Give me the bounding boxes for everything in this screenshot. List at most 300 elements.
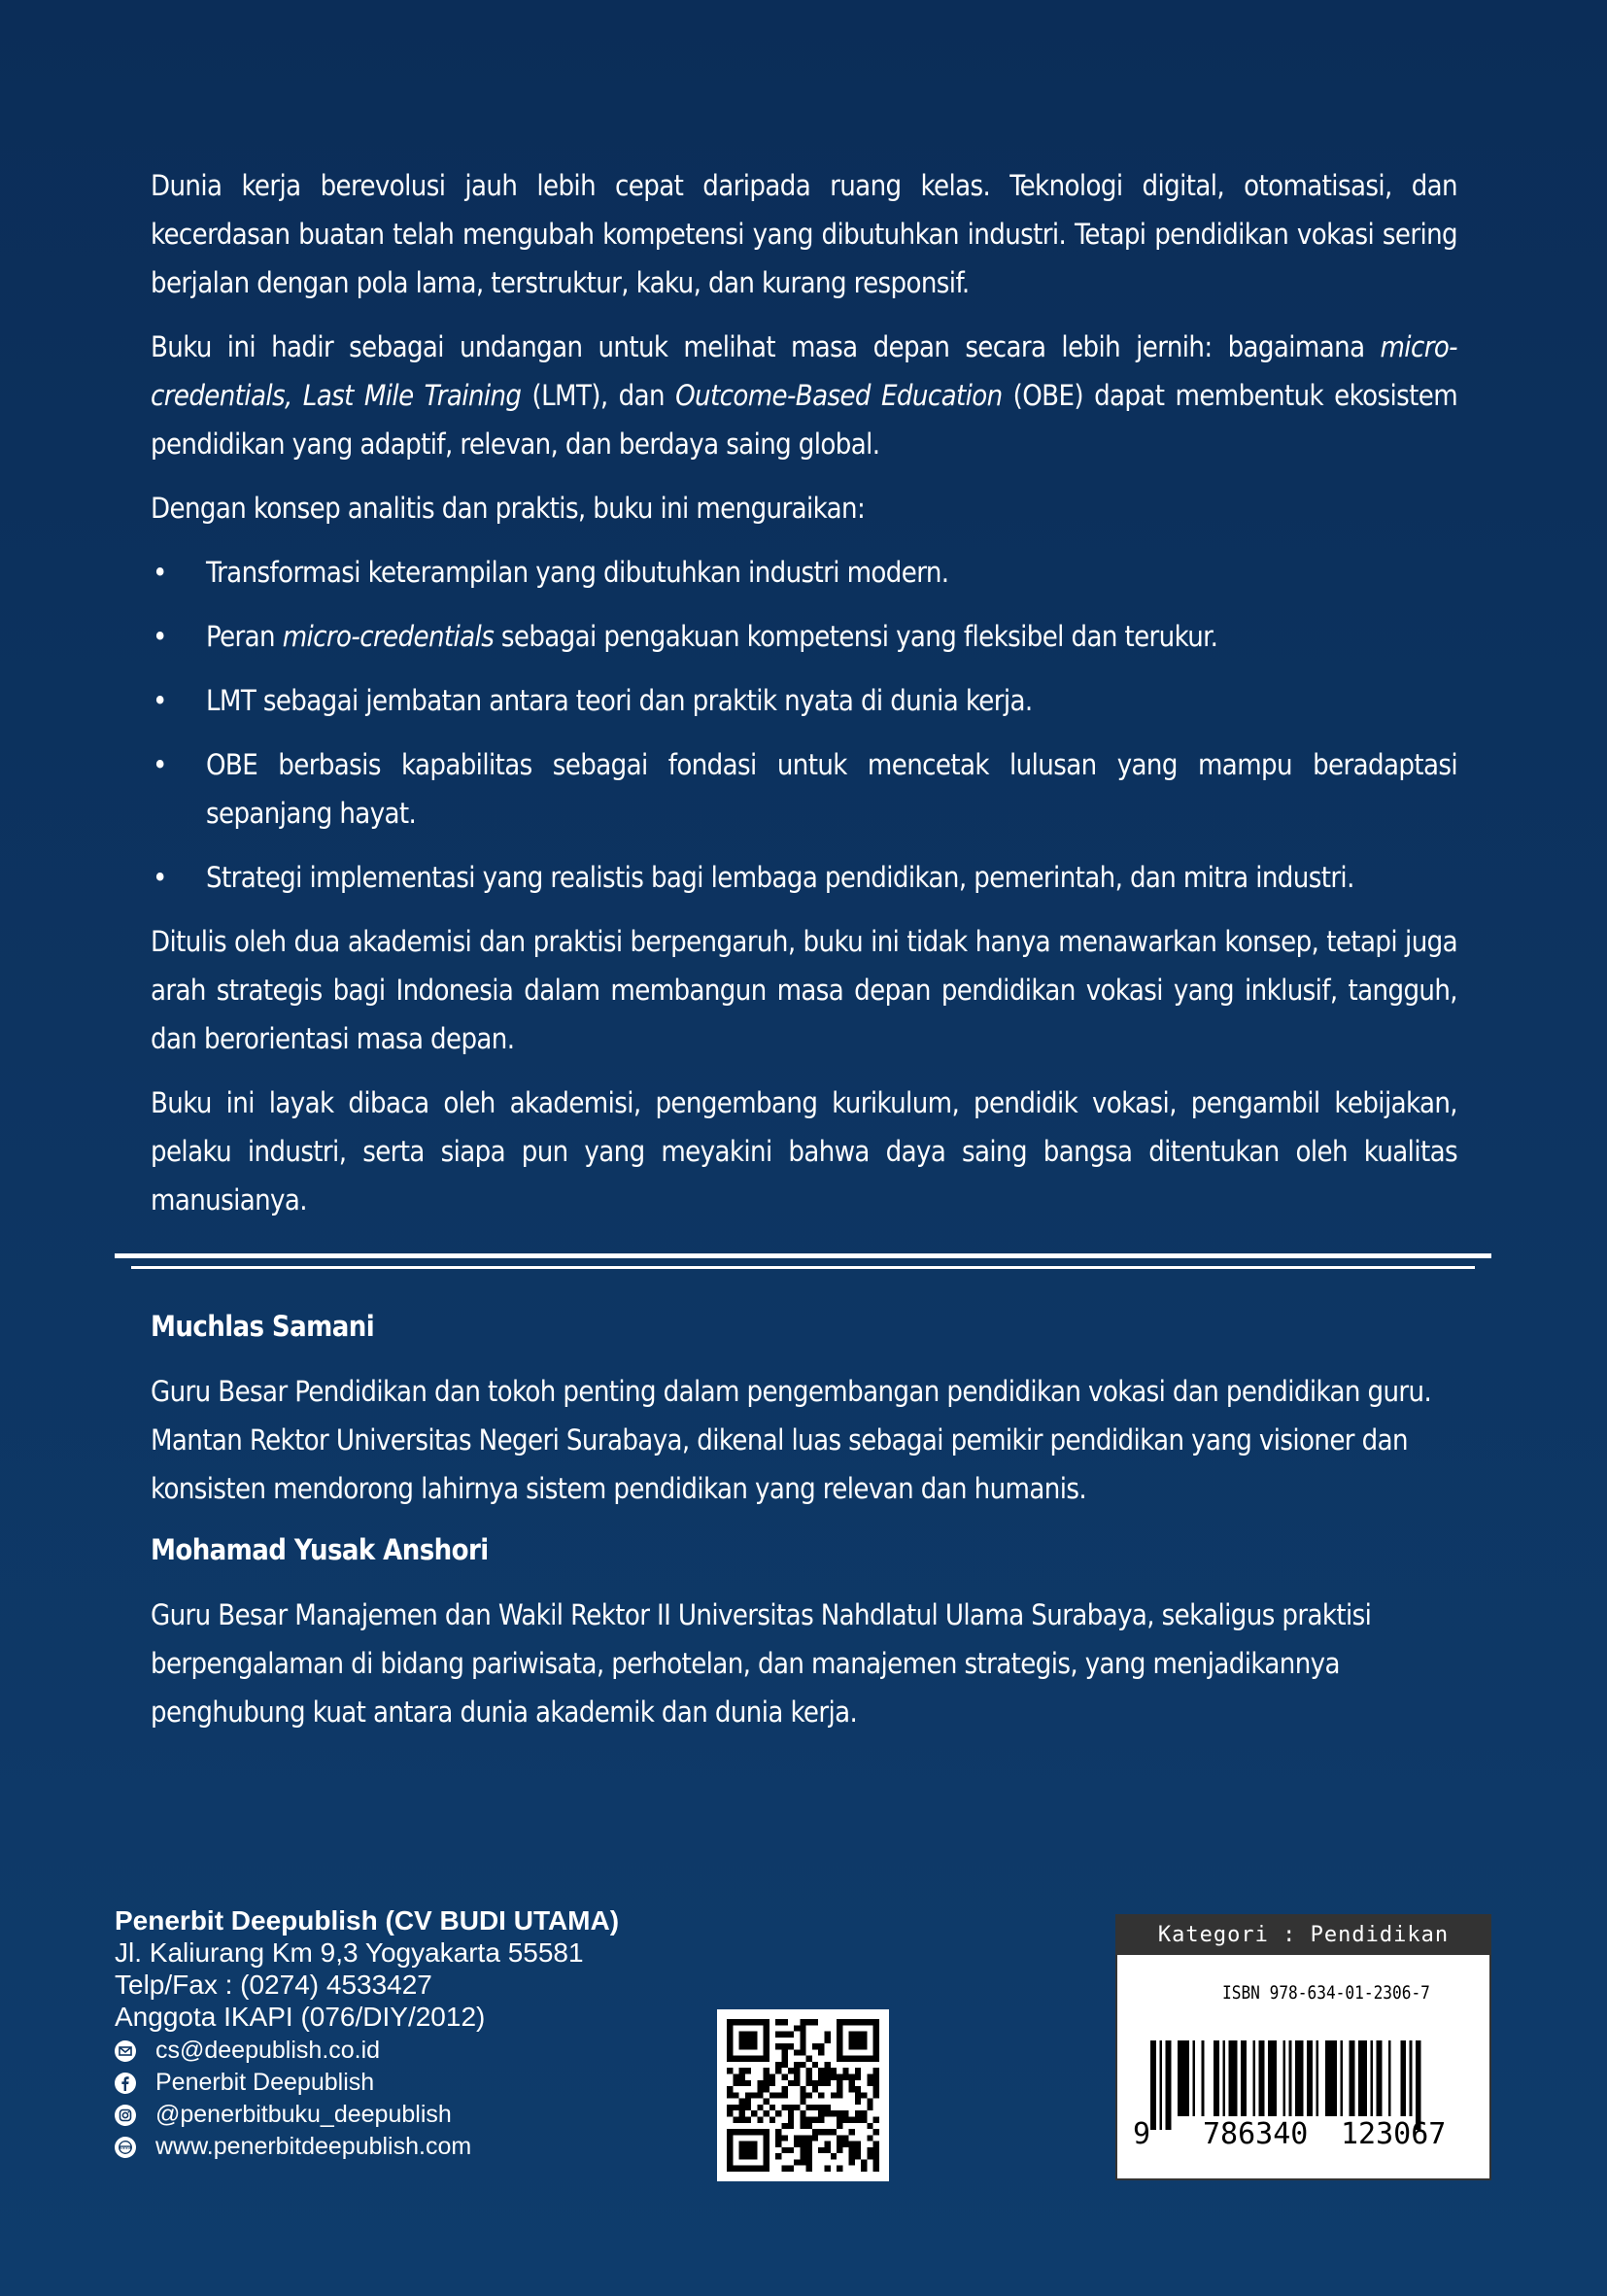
qr-module [782, 2092, 788, 2098]
website-icon [115, 2137, 136, 2158]
qr-module [812, 2135, 818, 2141]
qr-module [824, 2074, 830, 2080]
qr-module [745, 2068, 751, 2073]
qr-module [867, 2135, 872, 2141]
barcode-bar [1358, 2040, 1367, 2116]
qr-module [794, 2025, 800, 2031]
barcode-bar [1325, 2040, 1337, 2116]
qr-module [806, 2019, 812, 2025]
qr-module [739, 2074, 745, 2080]
qr-module [739, 2080, 745, 2086]
qr-module [788, 2068, 794, 2073]
qr-module [782, 2019, 788, 2025]
qr-module [855, 2110, 861, 2116]
qr-module [818, 2068, 824, 2073]
authors-section [151, 1307, 1457, 1754]
qr-module [782, 2056, 788, 2062]
qr-module [739, 2068, 745, 2073]
qr-module [818, 2147, 824, 2153]
qr-module [769, 2080, 775, 2086]
qr-module [855, 2153, 861, 2159]
qr-module [824, 2110, 830, 2116]
barcode-bar [1222, 2040, 1225, 2116]
qr-module [837, 2135, 842, 2141]
qr-module [788, 2123, 794, 2129]
qr-module [824, 2032, 830, 2038]
qr-module [757, 2116, 763, 2122]
qr-module [794, 2159, 800, 2165]
qr-module [849, 2032, 868, 2050]
qr-module [855, 2086, 861, 2092]
qr-module [806, 2166, 812, 2172]
qr-module [812, 2129, 818, 2135]
qr-module [757, 2105, 763, 2110]
qr-module [837, 2123, 842, 2129]
qr-module [775, 2068, 781, 2073]
qr-module [788, 2116, 794, 2122]
qr-module [824, 2105, 830, 2110]
contact-facebook[interactable] [115, 2067, 619, 2099]
instagram-icon [115, 2105, 136, 2126]
qr-module [806, 2074, 812, 2080]
contact-website-text[interactable]: www.penerbitdeepublish.com [155, 2133, 472, 2160]
text-run: (OBE) dapat membentuk ekosistem pendidikan yang adaptif, relevan, dan berdaya saing global. [151, 379, 1458, 461]
contact-website[interactable] [115, 2131, 619, 2163]
qr-module [775, 2062, 781, 2068]
divider-line-top [115, 1253, 1491, 1258]
contact-email-text[interactable]: cs@deepublish.co.id [155, 2037, 381, 2064]
italic-term: Outcome-Based Education [675, 379, 1003, 412]
qr-module [855, 2092, 861, 2098]
qr-module [824, 2068, 830, 2073]
qr-module [837, 2110, 842, 2116]
barcode-digits-right: 123067 [1341, 2117, 1447, 2151]
qr-module [800, 2110, 805, 2116]
qr-module [745, 2080, 751, 2086]
qr-module [824, 2147, 830, 2153]
qr-module [794, 2062, 800, 2068]
email-icon [115, 2040, 136, 2062]
barcode-digits-left: 786340 [1203, 2117, 1309, 2151]
barcode-bar [1241, 2040, 1247, 2116]
barcode-bar [1192, 2040, 1195, 2116]
qr-module [806, 2153, 812, 2159]
qr-module [751, 2110, 757, 2116]
qr-module [745, 2099, 751, 2105]
qr-module [849, 2129, 855, 2135]
barcode-bar [1259, 2040, 1265, 2116]
qr-module [855, 2068, 861, 2073]
qr-module [775, 2153, 781, 2159]
blurb-paragraph-1: Dunia kerja berevolusi jauh lebih cepat daripada ruang kelas. Teknologi digital, otomatisasi, dan kecerdasan buatan telah mengubah kompetensi yang dibutuhkan industri. Tetapi pendidikan vokasi sering berjalan dengan pola lama, terstruktur, kaku, dan kurang responsif. [151, 169, 1457, 299]
bullet-item [151, 740, 1457, 838]
publisher-membership: Anggota IKAPI (076/DIY/2012) [115, 2002, 486, 2032]
qr-module [733, 2092, 738, 2098]
isbn-barcode-box [1115, 1914, 1491, 2180]
qr-module [800, 2043, 805, 2049]
bullet-text: Strategi implementasi yang realistis bagi lembaga pendidikan, pemerintah, dan mitra industri. [206, 861, 1354, 894]
qr-module [800, 2159, 805, 2165]
qr-module [800, 2038, 805, 2043]
qr-module [837, 2142, 842, 2147]
barcode-bar [1289, 2040, 1292, 2116]
qr-module [842, 2074, 848, 2080]
barcode-bar [1388, 2040, 1391, 2116]
qr-module [806, 2056, 812, 2062]
qr-module [855, 2147, 861, 2153]
qr-module [800, 2147, 805, 2153]
qr-module [739, 2105, 745, 2110]
qr-module [812, 2062, 818, 2068]
qr-module [794, 2074, 800, 2080]
author-bio: Guru Besar Manajemen dan Wakil Rektor II Universitas Nahdlatul Ulama Surabaya, sekaligus praktisi berpengalaman di bidang pariwisata, perhotelan, dan manajemen strategis, yang menjadikannya penghubung kuat antara dunia akademik dan dunia kerja. [151, 1598, 1372, 1729]
bullet-icon: • [153, 861, 167, 894]
qr-module [831, 2068, 837, 2073]
qr-module [855, 2074, 861, 2080]
qr-module [769, 2116, 775, 2122]
qr-module [837, 2086, 842, 2092]
qr-module [842, 2142, 848, 2147]
qr-module [873, 2092, 879, 2098]
bullet-item [151, 548, 1457, 597]
qr-module [739, 2142, 758, 2160]
qr-module [831, 2153, 837, 2159]
qr-module [764, 2110, 769, 2116]
bullet-text: sebagai pengakuan kompetensi yang fleksibel dan terukur. [494, 620, 1218, 653]
qr-module [873, 2153, 879, 2159]
qr-module [849, 2086, 855, 2092]
qr-module [764, 2074, 769, 2080]
qr-module [806, 2123, 812, 2129]
qr-module [824, 2142, 830, 2147]
qr-module [873, 2129, 879, 2135]
qr-module [800, 2086, 805, 2092]
qr-module [867, 2080, 872, 2086]
qr-module [775, 2092, 781, 2098]
qr-module [764, 2099, 769, 2105]
publisher-name: Penerbit Deepublish (CV BUDI UTAMA) [115, 1905, 620, 1936]
blurb-intro: Dengan konsep analitis dan praktis, buku ini menguraikan: [151, 492, 866, 525]
barcode-digit-first: 9 [1133, 2117, 1151, 2151]
qr-module [782, 2032, 788, 2038]
qr-module [824, 2129, 830, 2135]
qr-module [806, 2080, 812, 2086]
publisher-info [115, 1904, 619, 2163]
barcode-bar [1307, 2040, 1313, 2116]
qr-module [782, 2135, 788, 2141]
divider-line-bottom [131, 1266, 1475, 1269]
qr-module [800, 2135, 805, 2141]
barcode-bar [1400, 2040, 1406, 2116]
barcode-bar [1159, 2040, 1162, 2130]
bullet-item [151, 612, 1457, 661]
qr-module [800, 2049, 805, 2055]
barcode-bar [1410, 2040, 1413, 2116]
qr-module [861, 2159, 867, 2165]
qr-module [855, 2099, 861, 2105]
barcode-bar [1214, 2040, 1219, 2116]
qr-module [806, 2147, 812, 2153]
qr-module [873, 2147, 879, 2153]
bullet-icon: • [153, 748, 167, 781]
italic-term: micro-credentials [282, 620, 495, 653]
publisher-phone: Telp/Fax : (0274) 4533427 [115, 1970, 432, 2000]
qr-module [775, 2135, 781, 2141]
qr-module [794, 2080, 800, 2086]
qr-module [818, 2092, 824, 2098]
qr-module [782, 2049, 788, 2055]
qr-module [849, 2074, 855, 2080]
qr-module [788, 2147, 794, 2153]
qr-module [782, 2074, 788, 2080]
qr-module [818, 2043, 824, 2049]
facebook-icon [115, 2073, 136, 2094]
qr-module [842, 2116, 848, 2122]
qr-module [769, 2092, 775, 2098]
qr-module [788, 2043, 794, 2049]
qr-module [794, 2049, 800, 2055]
author-name: Mohamad Yusak Anshori [151, 1533, 489, 1566]
qr-module [867, 2099, 872, 2105]
author-bio: Guru Besar Pendidikan dan tokoh penting dalam pengembangan pendidikan vokasi dan pendidikan guru. Mantan Rektor Universitas Negeri Surabaya, dikenal luas sebagai pemikir pendidikan yang visioner dan konsisten mendorong lahirnya sistem pendidikan yang relevan dan humanis. [151, 1375, 1432, 1505]
barcode-bar [1370, 2040, 1373, 2116]
bullet-icon: • [153, 556, 167, 589]
qr-module [867, 2105, 872, 2110]
qr-module [800, 2092, 805, 2098]
qr-module [775, 2110, 781, 2116]
qr-module [873, 2086, 879, 2092]
bullet-text: LMT sebagai jembatan antara teori dan praktik nyata di dunia kerja. [206, 684, 1033, 717]
qr-module [867, 2153, 872, 2159]
qr-module [757, 2092, 763, 2098]
qr-module [806, 2159, 812, 2165]
qr-module [831, 2092, 837, 2098]
qr-module [837, 2147, 842, 2153]
qr-module [769, 2105, 775, 2110]
qr-module [831, 2074, 837, 2080]
qr-module [775, 2129, 781, 2135]
qr-module [794, 2135, 800, 2141]
qr-module [849, 2142, 855, 2147]
qr-module [745, 2092, 751, 2098]
qr-module [812, 2086, 818, 2092]
barcode-bar [1178, 2040, 1189, 2116]
barcode-bar [1150, 2040, 1156, 2130]
qr-module [867, 2074, 872, 2080]
contact-instagram-text[interactable]: @penerbitbuku_deepublish [155, 2101, 452, 2128]
qr-code-pattern [727, 2019, 879, 2172]
qr-module [824, 2080, 830, 2086]
bullet-item [151, 676, 1457, 725]
qr-module [861, 2116, 867, 2122]
qr-module [782, 2086, 788, 2092]
barcode-bar [1340, 2040, 1343, 2116]
qr-module [812, 2105, 818, 2110]
qr-module [727, 2068, 733, 2073]
text-run: Buku ini hadir sebagai undangan untuk melihat masa depan secara lebih jernih: bagaimana [151, 330, 1381, 363]
qr-module [775, 2142, 781, 2147]
barcode-bar [1252, 2040, 1255, 2116]
qr-module [733, 2080, 738, 2086]
isbn-number: ISBN 978-634-01-2306-7 [1222, 1982, 1430, 2004]
qr-module [849, 2147, 855, 2153]
qr-module [764, 2080, 769, 2086]
qr-module [775, 2032, 781, 2038]
qr-module [727, 2110, 733, 2116]
qr-module [812, 2116, 818, 2122]
qr-module [855, 2142, 861, 2147]
qr-module [849, 2153, 855, 2159]
qr-module [837, 2166, 842, 2172]
barcode-bar [1377, 2040, 1383, 2116]
qr-module [727, 2092, 733, 2098]
qr-module [794, 2105, 800, 2110]
qr-module [764, 2068, 769, 2073]
qr-module [831, 2129, 837, 2135]
qr-module [782, 2147, 788, 2153]
qr-module [861, 2166, 867, 2172]
qr-module [794, 2068, 800, 2073]
barcode-bar [1268, 2040, 1277, 2116]
qr-module [806, 2116, 812, 2122]
qr-module [818, 2049, 824, 2055]
contact-list [115, 2035, 619, 2163]
qr-module [800, 2019, 805, 2025]
qr-module [873, 2159, 879, 2165]
qr-module [800, 2116, 805, 2122]
bullet-item [151, 853, 1457, 902]
svg-text:www: www [120, 2144, 130, 2149]
qr-code[interactable] [717, 2009, 889, 2181]
qr-module [782, 2062, 788, 2068]
qr-module [837, 2074, 842, 2080]
qr-module [867, 2147, 872, 2153]
qr-module [733, 2116, 738, 2122]
qr-module [788, 2110, 794, 2116]
qr-module [837, 2116, 842, 2122]
qr-module [873, 2080, 879, 2086]
qr-module [764, 2086, 769, 2092]
qr-module [782, 2166, 788, 2172]
barcode-bar [1295, 2040, 1304, 2116]
text-run: (LMT), dan [521, 379, 676, 412]
qr-module [812, 2080, 818, 2086]
bullet-icon: • [153, 684, 167, 717]
contact-facebook-text[interactable]: Penerbit Deepublish [155, 2069, 375, 2096]
qr-module [733, 2074, 738, 2080]
blurb [151, 161, 1457, 1240]
bullet-icon: • [153, 620, 167, 653]
blurb-paragraph-3: Ditulis oleh dua akademisi dan praktisi berpengaruh, buku ini tidak hanya menawarkan konsep, tetapi juga arah strategis bagi Indonesia dalam membangun masa depan pendidikan vokasi yang inklusif, tangguh, dan berorientasi masa depan. [151, 925, 1457, 1055]
qr-module [818, 2105, 824, 2110]
qr-module [800, 2032, 805, 2038]
barcode-bar [1229, 2040, 1238, 2116]
qr-module [842, 2068, 848, 2073]
qr-module [788, 2105, 794, 2110]
qr-module [812, 2019, 818, 2025]
qr-module [873, 2074, 879, 2080]
qr-module [739, 2110, 745, 2116]
bullet-text: Transformasi keterampilan yang dibutuhkan industri modern. [206, 556, 949, 589]
blurb-paragraph-2 [151, 323, 1457, 468]
barcode-bar [1316, 2040, 1319, 2116]
bullet-text: OBE berbasis kapabilitas sebagai fondasi untuk mencetak lulusan yang mampu beradaptasi sepanjang hayat. [206, 748, 1457, 830]
barcode-bar [1350, 2040, 1355, 2116]
qr-module [788, 2166, 794, 2172]
qr-module [794, 2142, 800, 2147]
contact-email[interactable] [115, 2035, 619, 2067]
qr-module [800, 2123, 805, 2129]
qr-module [818, 2080, 824, 2086]
qr-module [739, 2032, 758, 2050]
qr-module [782, 2105, 788, 2110]
qr-module [849, 2159, 855, 2165]
qr-module [818, 2074, 824, 2080]
qr-module [806, 2135, 812, 2141]
qr-module [800, 2025, 805, 2031]
qr-module [867, 2123, 872, 2129]
contact-instagram[interactable] [115, 2099, 619, 2131]
qr-module [812, 2043, 818, 2049]
qr-module [824, 2166, 830, 2172]
qr-module [849, 2116, 855, 2122]
qr-module [800, 2153, 805, 2159]
qr-module [873, 2116, 879, 2122]
qr-module [775, 2019, 781, 2025]
bullet-list [151, 548, 1457, 902]
qr-module [745, 2116, 751, 2122]
qr-module [788, 2032, 794, 2038]
qr-module [824, 2062, 830, 2068]
qr-module [727, 2105, 733, 2110]
author-name: Muchlas Samani [151, 1310, 375, 1343]
qr-module [769, 2074, 775, 2080]
barcode-bar [1202, 2040, 1205, 2116]
qr-module [861, 2092, 867, 2098]
barcode-bar [1166, 2040, 1172, 2130]
qr-module [861, 2110, 867, 2116]
qr-module [775, 2043, 781, 2049]
qr-module [855, 2116, 861, 2122]
qr-module [824, 2038, 830, 2043]
qr-module [800, 2062, 805, 2068]
barcode-bar [1282, 2040, 1285, 2116]
qr-module [873, 2142, 879, 2147]
blurb-paragraph-4: Buku ini layak dibaca oleh akademisi, pengembang kurikulum, pendidik vokasi, pengambil kebijakan, pelaku industri, serta siapa pun yang meyakini bahwa daya saing bangsa ditentukan oleh kualitas manusianya. [151, 1086, 1457, 1217]
qr-module [739, 2099, 745, 2105]
qr-module [818, 2116, 824, 2122]
qr-module [751, 2092, 757, 2098]
bullet-text: Peran [206, 620, 283, 653]
qr-module [800, 2099, 805, 2105]
qr-module [831, 2110, 837, 2116]
qr-module [842, 2110, 848, 2116]
italic-term: micro-credentials, Last Mile Training [151, 330, 1457, 412]
qr-module [800, 2142, 805, 2147]
qr-module [818, 2129, 824, 2135]
qr-module [782, 2043, 788, 2049]
qr-module [873, 2166, 879, 2172]
qr-module [733, 2105, 738, 2110]
category-label: Kategori : Pendidikan [1117, 1916, 1489, 1955]
qr-module [739, 2116, 745, 2122]
qr-module [849, 2080, 855, 2086]
qr-module [757, 2080, 763, 2086]
qr-module [727, 2086, 733, 2092]
qr-module [818, 2110, 824, 2116]
qr-module [842, 2135, 848, 2141]
qr-module [745, 2105, 751, 2110]
